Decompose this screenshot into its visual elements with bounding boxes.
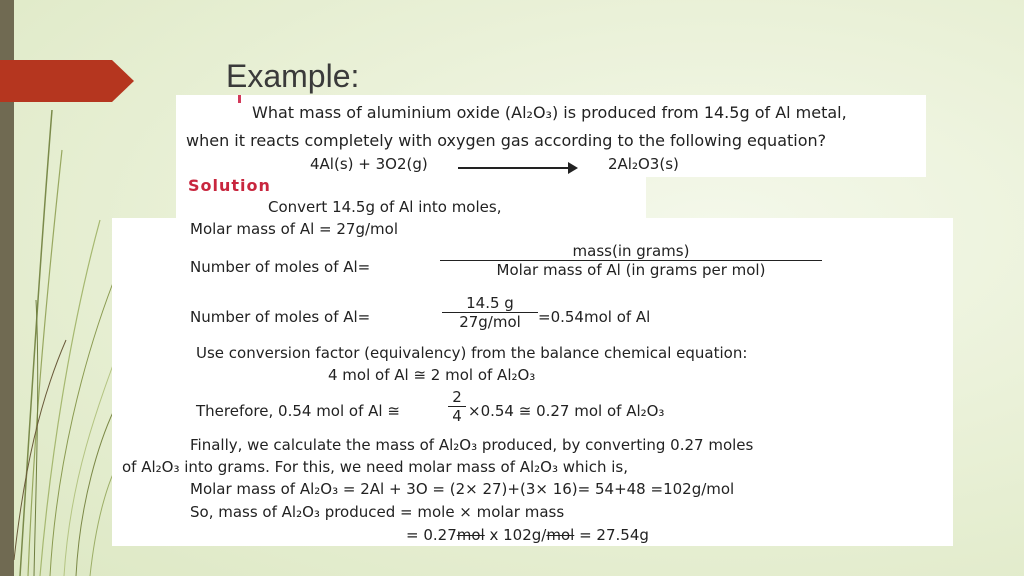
final-answer-part-a: = 0.27 <box>406 526 457 544</box>
molar-mass-al: Molar mass of Al = 27g/mol <box>190 220 398 238</box>
therefore-label: Therefore, 0.54 mol of Al ≅ <box>196 402 400 420</box>
value-denominator: 27g/mol <box>459 313 521 331</box>
moles-result: =0.54mol of Al <box>538 308 651 326</box>
formula-numerator: mass(in grams) <box>572 242 690 260</box>
value-numerator: 14.5 g <box>466 294 514 312</box>
formula-denominator: Molar mass of Al (in grams per mol) <box>496 261 766 279</box>
moles-value-fraction <box>442 294 538 331</box>
ratio-denominator: 4 <box>452 407 462 425</box>
mass-formula: So, mass of Al₂O₃ produced = mole × molar mass <box>190 503 565 521</box>
question-line-1: What mass of aluminium oxide (Al₂O₃) is produced from 14.5g of Al metal, <box>252 103 847 122</box>
molar-mass-al2o3: Molar mass of Al₂O₃ = 2Al + 3O = (2× 27)+(3× 16)= 54+48 =102g/mol <box>190 480 735 498</box>
cancelled-unit-2: mol <box>546 526 575 544</box>
moles-formula-fraction <box>440 242 822 279</box>
finally-line-1: Finally, we calculate the mass of Al₂O₃ produced, by converting 0.27 moles <box>190 436 754 454</box>
question-scan <box>176 95 926 177</box>
conversion-intro: Use conversion factor (equivalency) from the balance chemical equation: <box>196 344 748 362</box>
solution-heading: Solution <box>188 176 271 195</box>
conversion-factor: 4 mol of Al ≅ 2 mol of Al₂O₃ <box>328 366 536 384</box>
final-answer-part-b: x 102g/ <box>484 526 547 544</box>
moles-label-1: Number of moles of Al= <box>190 258 371 276</box>
equation-reactants: 4Al(s) + 3O2(g) <box>310 155 428 173</box>
slide-title: Example: <box>226 58 360 94</box>
ratio-fraction <box>448 388 466 425</box>
solution-heading-scan <box>176 176 646 222</box>
final-answer <box>406 526 649 544</box>
scan-mark <box>238 95 241 103</box>
cancelled-unit-1: mol <box>456 526 485 544</box>
therefore-result: ×0.54 ≅ 0.27 mol of Al₂O₃ <box>468 402 665 420</box>
convert-instruction: Convert 14.5g of Al into moles, <box>268 198 502 216</box>
finally-line-2: of Al₂O₃ into grams. For this, we need molar mass of Al₂O₃ which is, <box>122 458 628 476</box>
title-arrow-marker <box>0 60 134 102</box>
reaction-arrow-icon <box>458 167 576 169</box>
solution-scan <box>112 218 953 546</box>
question-line-2: when it reacts completely with oxygen gas according to the following equation? <box>186 131 827 150</box>
ratio-numerator: 2 <box>452 388 462 406</box>
moles-label-2: Number of moles of Al= <box>190 308 371 326</box>
equation-product: 2Al₂O3(s) <box>608 155 679 173</box>
final-answer-result: = 27.54g <box>574 526 649 544</box>
